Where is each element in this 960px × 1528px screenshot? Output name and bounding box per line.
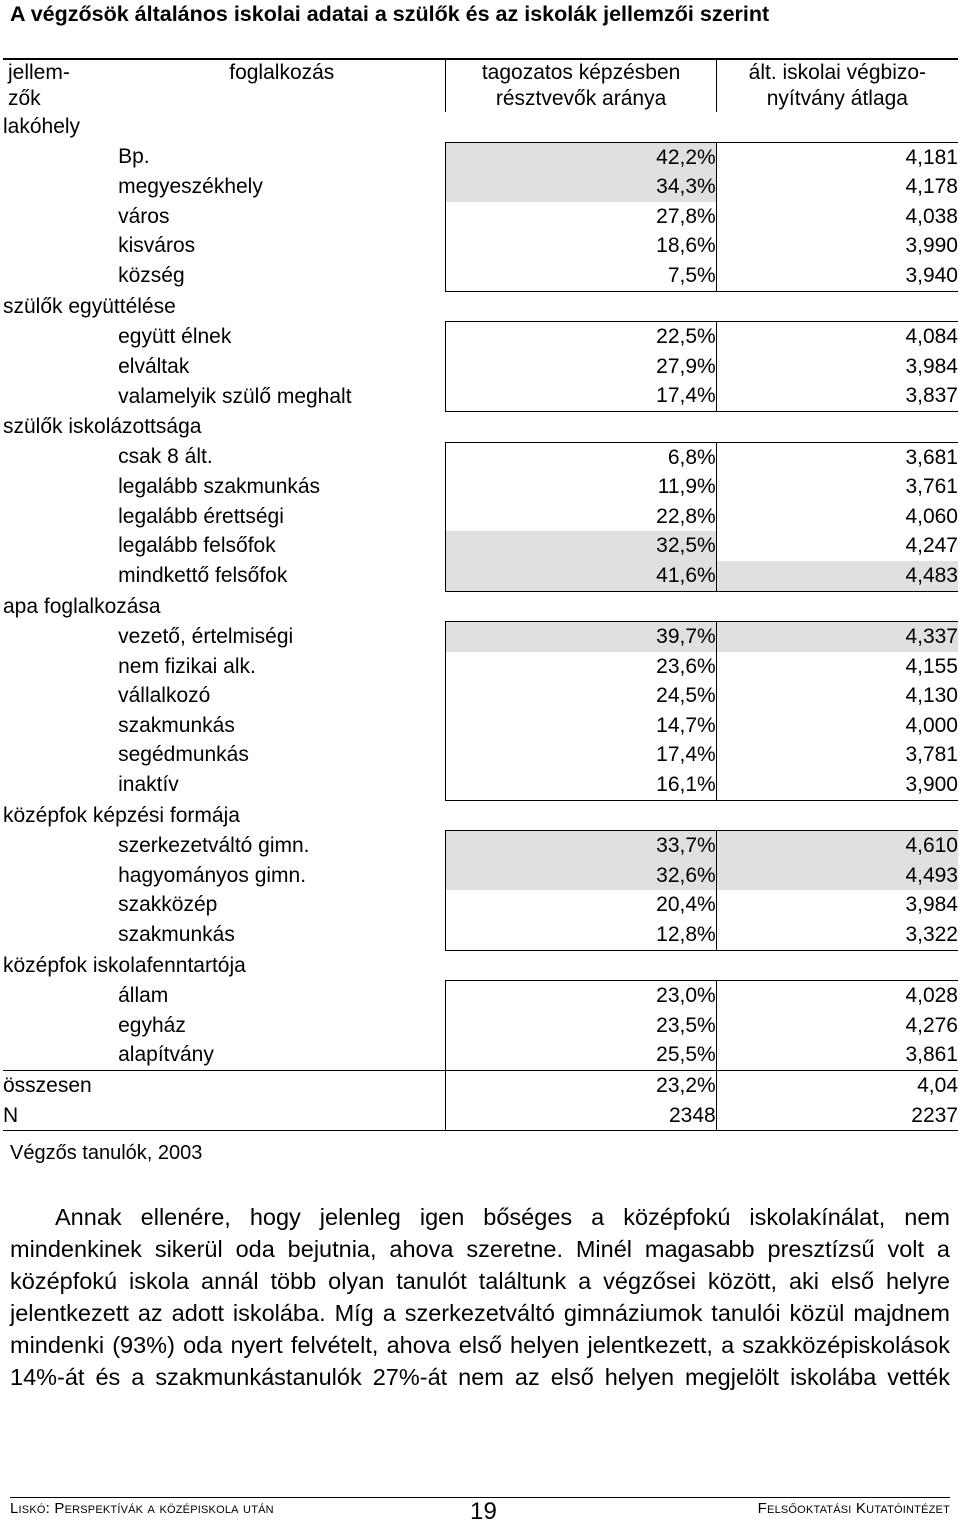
table-header-row bbox=[3, 59, 958, 112]
row-pct: 25,5% bbox=[446, 1040, 716, 1070]
row-label: inaktív bbox=[118, 773, 179, 797]
row-pct: 39,7% bbox=[446, 622, 716, 652]
row-pct: 42,2% bbox=[446, 142, 716, 172]
table-row bbox=[3, 381, 958, 411]
row-label: alapítvány bbox=[118, 1043, 214, 1067]
group-empty-pct bbox=[446, 112, 716, 142]
table-row bbox=[3, 172, 958, 202]
row-label: segédmunkás bbox=[118, 743, 249, 767]
row-label: szerkezetváltó gimn. bbox=[118, 834, 310, 857]
row-label: nem fizikai alk. bbox=[118, 654, 256, 678]
row-avg: 4,610 bbox=[716, 831, 958, 861]
header-jellemzok: jellem-zők bbox=[3, 59, 118, 112]
row-indent bbox=[3, 381, 118, 411]
row-avg: 4,181 bbox=[716, 142, 958, 172]
group-label: középfok iskolafenntartója bbox=[3, 953, 246, 977]
row-pct: 23,6% bbox=[446, 652, 716, 682]
header-foglalkozas: foglalkozás bbox=[118, 59, 446, 112]
row-indent bbox=[3, 172, 118, 202]
row-avg: 4,337 bbox=[716, 622, 958, 652]
row-label: szakközép bbox=[118, 893, 218, 917]
row-indent bbox=[3, 1040, 118, 1070]
row-label: város bbox=[118, 204, 170, 228]
total-avg: 4,04 bbox=[716, 1071, 958, 1101]
paragraph-text: Annak ellenére, hogy jelenleg igen bőséges a középfokú iskolakínálat, nem mindenkinek sikerül oda bejutnia, ahova szeretne. Minél magasabb presztízsű volt a középfokú iskola annál több olyan tanulót találtunk a végzősei között, aki első helyre jelentkezett az adott iskolába. Míg a szerkezetváltó gimnáziumok tanulói közül majdnem mindenki (93%) oda nyert felvételt, ahova első helyen jelentkezett, a szakközépiskolások 14%-át és a szakmunkástanulók 27%-át nem az első helyen megjelölt iskolába vették bbox=[10, 1204, 950, 1390]
row-avg: 4,493 bbox=[716, 861, 958, 891]
row-pct: 16,1% bbox=[446, 770, 716, 800]
total-row bbox=[3, 1071, 958, 1101]
row-pct: 18,6% bbox=[446, 231, 716, 261]
n-label: N bbox=[3, 1101, 446, 1131]
table-row bbox=[3, 681, 958, 711]
row-pct: 14,7% bbox=[446, 711, 716, 741]
header-tagozatos: tagozatos képzésben résztvevők aránya bbox=[446, 59, 716, 112]
total-label: összesen bbox=[3, 1071, 446, 1101]
row-pct: 6,8% bbox=[446, 442, 716, 472]
row-label: szakmunkás bbox=[118, 713, 235, 737]
row-pct: 17,4% bbox=[446, 381, 716, 411]
row-indent bbox=[3, 920, 118, 950]
row-indent bbox=[3, 322, 118, 352]
row-avg: 4,130 bbox=[716, 681, 958, 711]
row-label: állam bbox=[118, 983, 169, 1007]
row-label: elváltak bbox=[118, 354, 190, 378]
table-row bbox=[3, 1011, 958, 1041]
table-row bbox=[3, 531, 958, 561]
table-row bbox=[3, 652, 958, 682]
row-indent bbox=[3, 890, 118, 920]
data-table bbox=[3, 58, 958, 1131]
n-avg: 2237 bbox=[716, 1101, 958, 1131]
group-empty-avg bbox=[716, 591, 958, 622]
group-empty-avg bbox=[716, 411, 958, 442]
row-avg: 3,761 bbox=[716, 472, 958, 502]
row-avg: 4,000 bbox=[716, 711, 958, 741]
footer-left: Liskó: Perspektívák a középiskola után bbox=[10, 1500, 274, 1517]
row-indent bbox=[3, 861, 118, 891]
row-label: szakmunkás bbox=[118, 923, 235, 947]
row-avg: 3,861 bbox=[716, 1040, 958, 1070]
group-header-row bbox=[3, 411, 958, 442]
table-row bbox=[3, 981, 958, 1011]
row-label: vezető, értelmiségi bbox=[118, 624, 294, 648]
table-row bbox=[3, 561, 958, 591]
row-avg: 3,322 bbox=[716, 920, 958, 950]
row-pct: 23,0% bbox=[446, 981, 716, 1011]
n-pct: 2348 bbox=[446, 1101, 716, 1131]
group-empty-pct bbox=[446, 591, 716, 622]
row-avg: 3,781 bbox=[716, 740, 958, 770]
row-label: legalább szakmunkás bbox=[118, 475, 321, 499]
row-label: vállalkozó bbox=[118, 684, 211, 708]
table-caption: Végzős tanulók, 2003 bbox=[10, 1142, 203, 1164]
row-indent bbox=[3, 261, 118, 291]
row-pct: 17,4% bbox=[446, 740, 716, 770]
row-avg: 4,155 bbox=[716, 652, 958, 682]
row-pct: 7,5% bbox=[446, 261, 716, 291]
group-label: lakóhely bbox=[3, 115, 81, 139]
row-avg: 4,276 bbox=[716, 1011, 958, 1041]
row-indent bbox=[3, 472, 118, 502]
table-row bbox=[3, 231, 958, 261]
group-header-row bbox=[3, 291, 958, 322]
row-avg: 4,028 bbox=[716, 981, 958, 1011]
group-label: szülők iskolázottsága bbox=[3, 414, 202, 438]
row-indent bbox=[3, 1011, 118, 1041]
group-header-row bbox=[3, 591, 958, 622]
row-pct: 27,9% bbox=[446, 352, 716, 382]
row-avg: 4,483 bbox=[716, 561, 958, 591]
group-header-row bbox=[3, 800, 958, 831]
header-atlag: ált. iskolai végbizo-nyítvány átlaga bbox=[716, 59, 958, 112]
row-avg: 3,940 bbox=[716, 261, 958, 291]
row-label: egyház bbox=[118, 1013, 186, 1037]
row-pct: 22,5% bbox=[446, 322, 716, 352]
group-empty-pct bbox=[446, 950, 716, 981]
row-label: Bp. bbox=[118, 145, 150, 169]
row-indent bbox=[3, 652, 118, 682]
row-indent bbox=[3, 711, 118, 741]
table-row bbox=[3, 861, 958, 891]
row-pct: 11,9% bbox=[446, 472, 716, 502]
table-row bbox=[3, 622, 958, 652]
table-row bbox=[3, 502, 958, 532]
row-pct: 32,5% bbox=[446, 531, 716, 561]
row-pct: 41,6% bbox=[446, 561, 716, 591]
row-indent bbox=[3, 502, 118, 532]
row-label: legalább felsőfok bbox=[118, 534, 276, 558]
row-label: csak 8 ált. bbox=[118, 445, 213, 469]
row-avg: 4,060 bbox=[716, 502, 958, 532]
row-pct: 27,8% bbox=[446, 202, 716, 232]
row-indent bbox=[3, 531, 118, 561]
table-row bbox=[3, 142, 958, 172]
table-row bbox=[3, 472, 958, 502]
table-row bbox=[3, 890, 958, 920]
row-indent bbox=[3, 202, 118, 232]
row-indent bbox=[3, 622, 118, 652]
row-indent bbox=[3, 352, 118, 382]
table-row bbox=[3, 711, 958, 741]
row-indent bbox=[3, 231, 118, 261]
row-pct: 23,5% bbox=[446, 1011, 716, 1041]
table-row bbox=[3, 352, 958, 382]
group-empty-pct bbox=[446, 800, 716, 831]
row-indent bbox=[3, 831, 118, 861]
footer-page-number: 19 bbox=[470, 1498, 498, 1525]
table-row bbox=[3, 770, 958, 800]
row-indent bbox=[3, 142, 118, 172]
group-empty-avg bbox=[716, 950, 958, 981]
row-avg: 4,247 bbox=[716, 531, 958, 561]
row-avg: 4,038 bbox=[716, 202, 958, 232]
row-label: legalább érettségi bbox=[118, 504, 284, 528]
table-row bbox=[3, 322, 958, 352]
table-row bbox=[3, 442, 958, 472]
row-pct: 20,4% bbox=[446, 890, 716, 920]
table-row bbox=[3, 831, 958, 861]
row-indent bbox=[3, 740, 118, 770]
row-pct: 32,6% bbox=[446, 861, 716, 891]
row-label: mindkettő felsőfok bbox=[118, 564, 288, 588]
page-title: A végzősök általános iskolai adatai a szülők és az iskolák jellemzői szerint bbox=[10, 2, 770, 26]
row-indent bbox=[3, 981, 118, 1011]
row-pct: 12,8% bbox=[446, 920, 716, 950]
table-row bbox=[3, 202, 958, 232]
total-pct: 23,2% bbox=[446, 1071, 716, 1101]
group-label: szülők együttélése bbox=[3, 294, 176, 318]
row-indent bbox=[3, 561, 118, 591]
group-header-row bbox=[3, 112, 958, 142]
table-row bbox=[3, 1040, 958, 1070]
footer-right: Felsőoktatási Kutatóintézet bbox=[757, 1500, 950, 1517]
row-indent bbox=[3, 442, 118, 472]
group-empty-avg bbox=[716, 800, 958, 831]
group-header-row bbox=[3, 950, 958, 981]
row-label: megyeszékhely bbox=[118, 175, 263, 199]
row-avg: 3,837 bbox=[716, 381, 958, 411]
row-avg: 3,984 bbox=[716, 352, 958, 382]
group-empty-avg bbox=[716, 112, 958, 142]
group-label: apa foglalkozása bbox=[3, 594, 161, 618]
row-indent bbox=[3, 770, 118, 800]
body-paragraph bbox=[10, 1201, 950, 1393]
row-label: kisváros bbox=[118, 234, 196, 258]
row-label: község bbox=[118, 264, 185, 288]
row-pct: 33,7% bbox=[446, 831, 716, 861]
row-pct: 24,5% bbox=[446, 681, 716, 711]
row-avg: 3,990 bbox=[716, 231, 958, 261]
row-indent bbox=[3, 681, 118, 711]
row-avg: 3,984 bbox=[716, 890, 958, 920]
row-label: valamelyik szülő meghalt bbox=[118, 384, 352, 408]
group-empty-avg bbox=[716, 291, 958, 322]
row-label: együtt élnek bbox=[118, 324, 232, 348]
group-empty-pct bbox=[446, 291, 716, 322]
row-avg: 4,084 bbox=[716, 322, 958, 352]
row-label: hagyományos gimn. bbox=[118, 863, 307, 887]
group-empty-pct bbox=[446, 411, 716, 442]
row-avg: 4,178 bbox=[716, 172, 958, 202]
n-row bbox=[3, 1101, 958, 1131]
table-row bbox=[3, 920, 958, 950]
row-pct: 34,3% bbox=[446, 172, 716, 202]
row-avg: 3,681 bbox=[716, 442, 958, 472]
table-row bbox=[3, 740, 958, 770]
group-label: középfok képzési formája bbox=[3, 803, 240, 827]
row-pct: 22,8% bbox=[446, 502, 716, 532]
table-row bbox=[3, 261, 958, 291]
row-avg: 3,900 bbox=[716, 770, 958, 800]
